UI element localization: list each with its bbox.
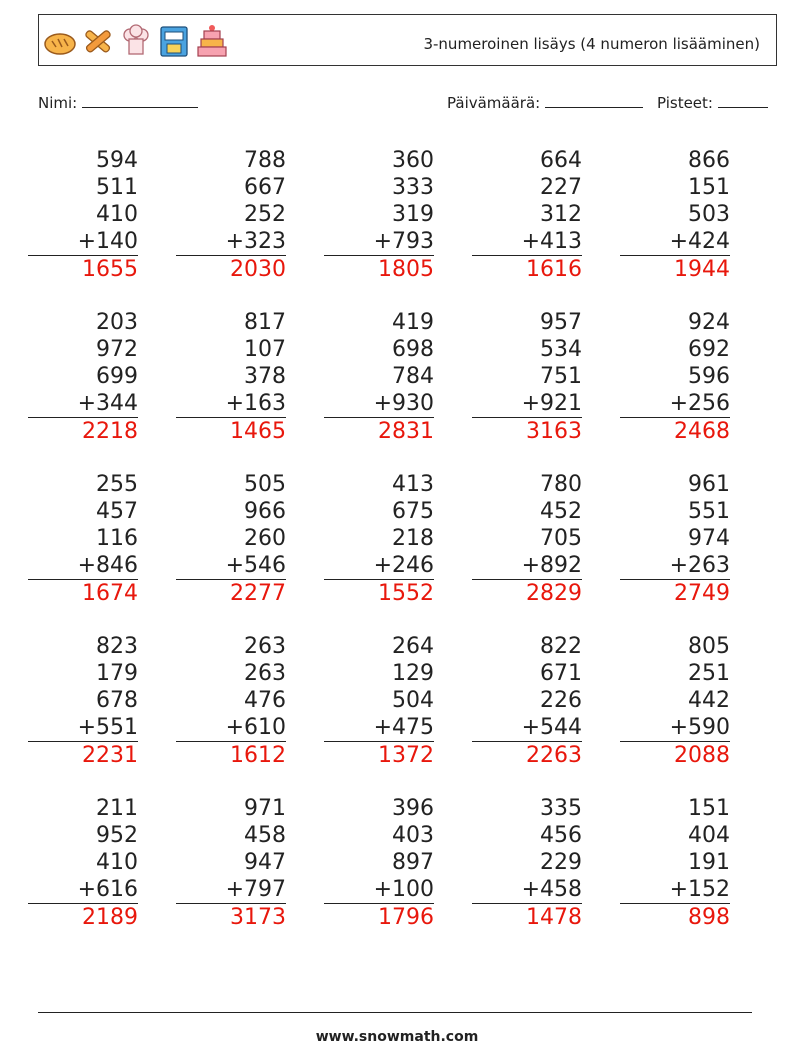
answer: 2468 (674, 419, 730, 444)
answer: 2831 (378, 419, 434, 444)
addend: 823 (96, 634, 138, 659)
addend: 957 (540, 310, 582, 335)
addend: 263 (244, 661, 286, 686)
addition-problem (472, 471, 582, 608)
answer: 1372 (378, 743, 434, 768)
addend: 413 (392, 472, 434, 497)
addend: 596 (688, 364, 730, 389)
addend: 218 (392, 526, 434, 551)
addend: 107 (244, 337, 286, 362)
name-blank[interactable] (82, 93, 198, 108)
addend: 817 (244, 310, 286, 335)
addition-problem (28, 471, 138, 608)
date-blank[interactable] (545, 93, 643, 108)
addend: 974 (688, 526, 730, 551)
addend: +163 (176, 390, 286, 418)
addend: 410 (96, 202, 138, 227)
addend: 255 (96, 472, 138, 497)
addend: 788 (244, 148, 286, 173)
addition-problem (620, 795, 730, 932)
addend: 504 (392, 688, 434, 713)
addend: 396 (392, 796, 434, 821)
answer: 898 (688, 905, 730, 930)
addend: 784 (392, 364, 434, 389)
addend: 675 (392, 499, 434, 524)
addend: 403 (392, 823, 434, 848)
addend: 667 (244, 175, 286, 200)
addend: +263 (620, 552, 730, 580)
addend: 211 (96, 796, 138, 821)
addend: 897 (392, 850, 434, 875)
answer: 2263 (526, 743, 582, 768)
addend: 678 (96, 688, 138, 713)
addend: 866 (688, 148, 730, 173)
addend: 442 (688, 688, 730, 713)
addend: +246 (324, 552, 434, 580)
footer-divider (38, 1012, 752, 1013)
addend: 966 (244, 499, 286, 524)
addend: 312 (540, 202, 582, 227)
addition-problem (620, 147, 730, 284)
addend: 692 (688, 337, 730, 362)
addend: 378 (244, 364, 286, 389)
answer: 3163 (526, 419, 582, 444)
addend: 594 (96, 148, 138, 173)
addend: +458 (472, 876, 582, 904)
addend: 333 (392, 175, 434, 200)
score-field[interactable] (657, 93, 768, 112)
addend: 319 (392, 202, 434, 227)
addition-problem (472, 795, 582, 932)
addend: +892 (472, 552, 582, 580)
score-blank[interactable] (718, 93, 768, 108)
answer: 2277 (230, 581, 286, 606)
addend: 410 (96, 850, 138, 875)
addend: 335 (540, 796, 582, 821)
addend: +930 (324, 390, 434, 418)
answer: 1552 (378, 581, 434, 606)
addend: 780 (540, 472, 582, 497)
addend: 947 (244, 850, 286, 875)
addend: +846 (28, 552, 138, 580)
addition-problem (324, 795, 434, 932)
addend: 971 (244, 796, 286, 821)
addend: 457 (96, 499, 138, 524)
answer: 2829 (526, 581, 582, 606)
addend: 551 (688, 499, 730, 524)
date-field[interactable] (447, 93, 643, 112)
addend: 698 (392, 337, 434, 362)
addend: +551 (28, 714, 138, 742)
addend: 671 (540, 661, 582, 686)
addition-problem (620, 471, 730, 608)
addend: 805 (688, 634, 730, 659)
answer: 1674 (82, 581, 138, 606)
addition-problem (324, 633, 434, 770)
addend: 534 (540, 337, 582, 362)
date-label: Päivämäärä: (447, 94, 541, 112)
footer-site: www.snowmath.com (315, 1029, 479, 1045)
addend: 822 (540, 634, 582, 659)
addend: 151 (688, 796, 730, 821)
answer: 1655 (82, 257, 138, 282)
addend: 505 (244, 472, 286, 497)
answer: 1805 (378, 257, 434, 282)
addend: 129 (392, 661, 434, 686)
answer: 2749 (674, 581, 730, 606)
mixer-icon (157, 22, 191, 60)
addend: 751 (540, 364, 582, 389)
addition-problem (620, 309, 730, 446)
addition-problem (472, 309, 582, 446)
addend: +140 (28, 228, 138, 256)
score-label: Pisteet: (657, 94, 713, 112)
answer: 2030 (230, 257, 286, 282)
answer: 1612 (230, 743, 286, 768)
addition-problem (324, 471, 434, 608)
addend: +475 (324, 714, 434, 742)
addend: 203 (96, 310, 138, 335)
answer: 2088 (674, 743, 730, 768)
addend: 229 (540, 850, 582, 875)
addend: 227 (540, 175, 582, 200)
addition-problem (472, 147, 582, 284)
addition-problem (28, 309, 138, 446)
addition-problem (176, 795, 286, 932)
answer: 2218 (82, 419, 138, 444)
addend: +797 (176, 876, 286, 904)
answer: 2231 (82, 743, 138, 768)
addend: +100 (324, 876, 434, 904)
addend: +424 (620, 228, 730, 256)
addend: 452 (540, 499, 582, 524)
addition-problem (472, 633, 582, 770)
addend: 664 (540, 148, 582, 173)
addition-problem (28, 633, 138, 770)
addend: +256 (620, 390, 730, 418)
addition-problem (176, 471, 286, 608)
addition-problem (28, 147, 138, 284)
addend: +590 (620, 714, 730, 742)
addend: 699 (96, 364, 138, 389)
addend: 263 (244, 634, 286, 659)
addend: 151 (688, 175, 730, 200)
addend: 511 (96, 175, 138, 200)
bread-icon (43, 22, 77, 60)
addend: 264 (392, 634, 434, 659)
worksheet-title: 3-numeroinen lisäys (4 numeron lisääminen) (423, 35, 760, 53)
addition-problem (28, 795, 138, 932)
addend: 924 (688, 310, 730, 335)
addend: 116 (96, 526, 138, 551)
addition-problem (324, 147, 434, 284)
addend: 456 (540, 823, 582, 848)
addend: 252 (244, 202, 286, 227)
cake-icon (195, 22, 229, 60)
answer: 1796 (378, 905, 434, 930)
answer: 3173 (230, 905, 286, 930)
addend: 260 (244, 526, 286, 551)
addend: +793 (324, 228, 434, 256)
addend: +546 (176, 552, 286, 580)
addend: +544 (472, 714, 582, 742)
name-label: Nimi: (38, 94, 78, 112)
worksheet-header (38, 14, 777, 66)
addend: 972 (96, 337, 138, 362)
addend: +921 (472, 390, 582, 418)
addend: +344 (28, 390, 138, 418)
addend: 952 (96, 823, 138, 848)
addition-problem (176, 309, 286, 446)
addend: 961 (688, 472, 730, 497)
addend: 251 (688, 661, 730, 686)
addend: +610 (176, 714, 286, 742)
addend: 419 (392, 310, 434, 335)
header-icons (43, 19, 229, 63)
addend: 191 (688, 850, 730, 875)
name-field[interactable] (38, 93, 198, 112)
answer: 1616 (526, 257, 582, 282)
addition-problem (620, 633, 730, 770)
addend: 458 (244, 823, 286, 848)
addend: 360 (392, 148, 434, 173)
addition-problem (176, 147, 286, 284)
answer: 1944 (674, 257, 730, 282)
answer: 1478 (526, 905, 582, 930)
addend: 503 (688, 202, 730, 227)
addend: +152 (620, 876, 730, 904)
addend: +616 (28, 876, 138, 904)
chef-hat-icon (119, 22, 153, 60)
addition-problem (176, 633, 286, 770)
addend: 404 (688, 823, 730, 848)
answer: 2189 (82, 905, 138, 930)
addend: 476 (244, 688, 286, 713)
addend: +323 (176, 228, 286, 256)
addend: 226 (540, 688, 582, 713)
addition-problem (324, 309, 434, 446)
addend: +413 (472, 228, 582, 256)
answer: 1465 (230, 419, 286, 444)
rolling-pin-icon (81, 22, 115, 60)
addend: 705 (540, 526, 582, 551)
addend: 179 (96, 661, 138, 686)
